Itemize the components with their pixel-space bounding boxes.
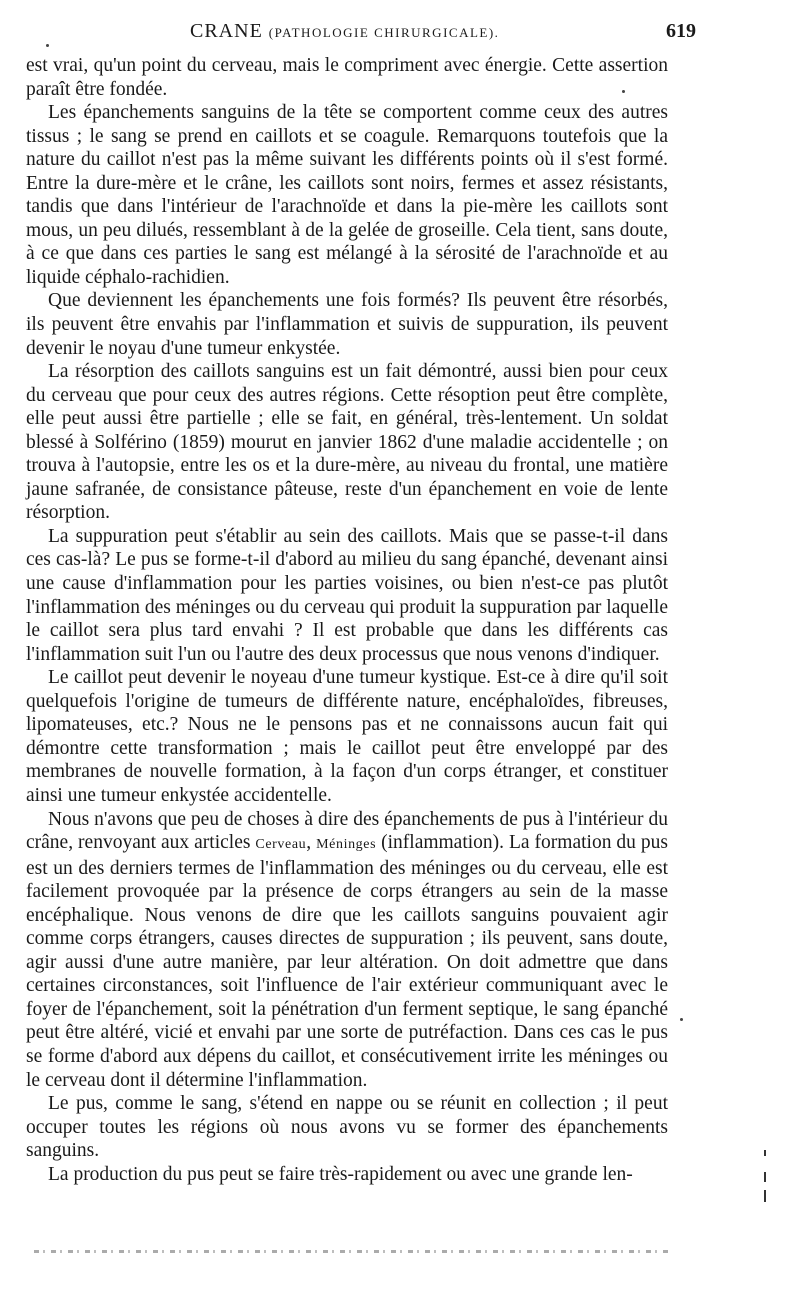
paragraph-resorption: La résorption des caillots sanguins est un fait démontré, aussi bien pour ceux du cerveau que pour ceux des autres régions. Cette résoption peut être complète, elle peut aussi être partielle ; elle se fait, en général, très-lentement. Un soldat blessé à Solférino (1859) mourut en janvier 1862 d'une maladie accidentelle ; on trouva à l'autopsie, entre les os et la dure-mère, au niveau du frontal, une matière jaune safranée, de consistance pâteuse, reste d'un épanchement en voie de lente résorption. (26, 361, 668, 524)
scan-speck (680, 1018, 683, 1021)
paragraph-fate-of-effusions: Que deviennent les épanchements une fois formés? Ils peuvent être résorbés, ils peuvent être envahis par l'inflammation et suivis de suppuration, ils peuvent devenir le noyau d'une tumeur enkystée. (26, 290, 668, 359)
paragraph-continuation: est vrai, qu'un point du cerveau, mais le compriment avec énergie. Cette assertion paraît être fondée. (26, 55, 668, 100)
paragraph-pus-spread: Le pus, comme le sang, s'étend en nappe ou se réunit en collection ; il peut occuper toutes les régions où nous avons vu se former des épanchements sanguins. (26, 1093, 668, 1162)
page-number: 619 (666, 20, 696, 42)
cross-reference-cerveau: Cerveau (255, 837, 307, 853)
paragraph-cystic-tumor: Le caillot peut devenir le noyeau d'une tumeur kystique. Est-ce à dire qu'il soit quelquefois l'origine de tumeurs de différente nature, encéphaloïdes, fibreuses, lipomateuses, etc.? Nous ne le pensons pas et ne connaissons aucun fait qui démontre cette transformation ; mais le caillot peut être enveloppé par des membranes de nouvelle formation, à la façon d'un corps étranger, et constituer ainsi une tumeur enkystée accidentelle. (26, 667, 668, 806)
margin-marks (762, 1150, 768, 1210)
paragraph-pus-effusions (26, 808, 668, 1093)
bleed-through-line (34, 1250, 670, 1253)
running-head-title (190, 20, 499, 43)
margin-tick (764, 1190, 766, 1202)
scan-speck (622, 90, 625, 93)
running-head (26, 20, 696, 50)
pus-paragraph-separator: , (306, 832, 317, 854)
head-title-text: CRANE (190, 20, 263, 42)
paragraph-suppuration: La suppuration peut s'établir au sein des caillots. Mais que se passe-t-il dans ces cas-là? Le pus se forme-t-il d'abord au milieu du sang épanché, devenant ainsi une cause d'inflammation pour les parties voisines, ou bien n'est-ce pas plutôt l'inflammation des méninges ou du cerveau qui produit la suppuration par laquelle le caillot sera plus tard envahi ? Il est probable que dans les différents cas l'inflammation suit l'un ou l'autre des deux processus que nous venons d'indiquer. (26, 525, 668, 665)
pus-paragraph-before: Nous n'avons que peu de choses à dire des épanchements de pus à l'intérieur du crâne, renvoyant aux articles (26, 808, 668, 854)
margin-tick (764, 1172, 766, 1182)
paragraph-pus-production: La production du pus peut se faire très-rapidement ou avec une grande len- (48, 1163, 633, 1185)
paragraph-blood-clots: Les épanchements sanguins de la tête se comportent comme ceux des autres tissus ; le sang se prend en caillots et se coagule. Remarquons toutefois que la nature du caillot n'est pas la même suivant les différents points où il s'est formé. Entre la dure-mère et le crâne, les caillots sont noirs, fermes et assez résistants, tandis que dans l'intérieur de l'arachnoïde et dans la pie-mère les caillots sont mous, un peu dilués, ressemblant à de la gelée de groseille. Cela tient, sans doute, à ce que dans ces parties le sang est mélangé à la sérosité de l'arachnoïde et au liquide céphalo-rachidien. (26, 102, 668, 288)
cross-reference-meninges: Méninges (316, 837, 377, 853)
head-subtitle-text: (PATHOLOGIE CHIRURGICALE). (268, 25, 500, 40)
pus-paragraph-after: (inflammation). La formation du pus est un des derniers termes de l'inflammation des méninges ou du cerveau, elle est facilement provoquée par la présence de corps étrangers au sein de la masse encéphalique. Nous venons de dire que les caillots sanguins pouvaient agir comme corps étrangers, causes directes de suppuration ; ils peuvent, sans doute, agir aussi d'une autre manière, par leur altération. On doit admettre que dans certaines circonstances, soit l'influence de l'air extérieur communiquant avec le foyer de l'épanchement, soit la pénétration d'un ferment septique, le sang épanché peut être altéré, vicié et envahi par une sorte de putréfaction. Dans ces cas le pus se forme d'abord aux dépens du caillot, et consécutivement irrite les méninges ou le cerveau dont il détermine l'inflammation. (26, 832, 668, 1091)
text-body (26, 54, 668, 1186)
scan-speck (46, 44, 49, 47)
margin-tick (764, 1150, 766, 1156)
